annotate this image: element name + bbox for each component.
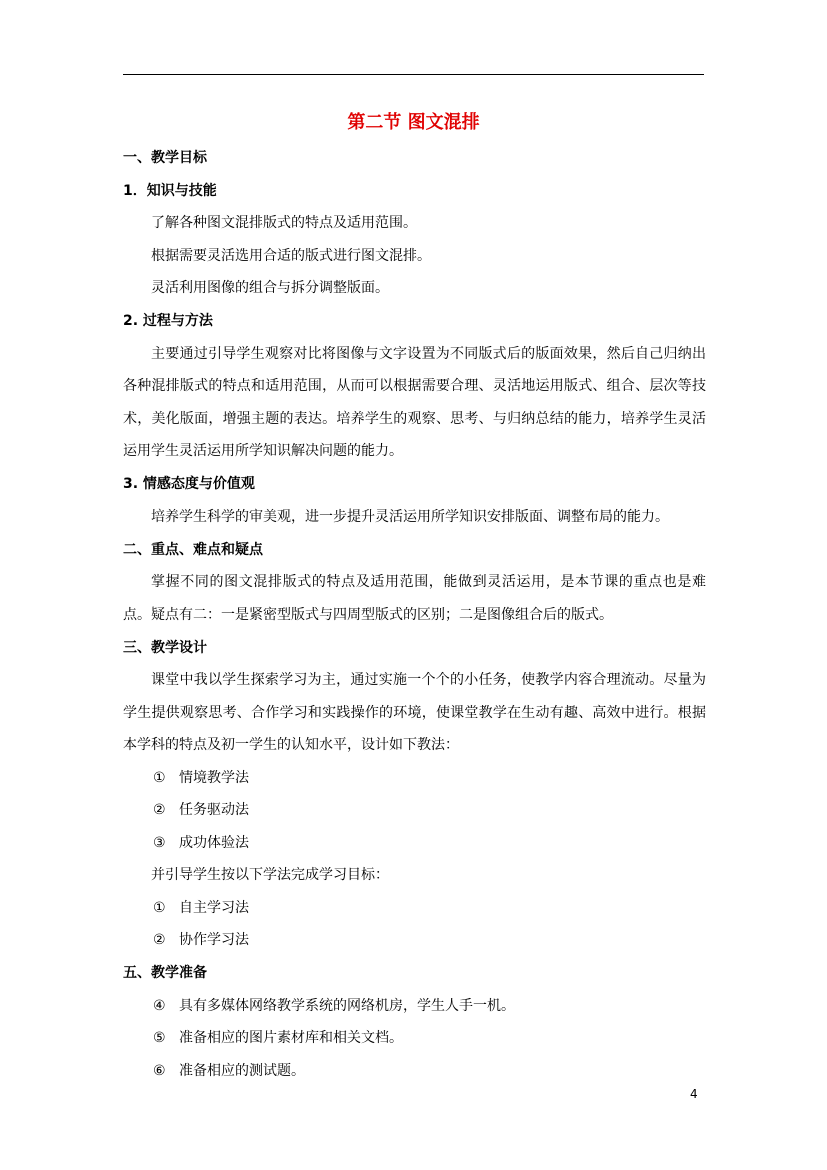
section-heading: 一、教学目标 xyxy=(123,149,207,166)
paragraph: 主要通过引导学生观察对比将图像与文字设置为不同版式后的版面效果，然后自己归纳出各种混排版式的特点和适用范围，从而可以根据需要合理、灵活地运用版式、组合、层次等技术，美化版面，增强主题的表达。培养学生的观察、思考、与归纳总结的能力，培养学生灵活运用学生灵活运用所学知识解决问题的能力。 xyxy=(123,345,706,459)
list-marker: ⑥ xyxy=(153,1062,166,1079)
list-item xyxy=(123,924,706,957)
list-item xyxy=(123,1055,706,1088)
paragraph: 培养学生科学的审美观，进一步提升灵活运用所学知识安排版面、调整布局的能力。 xyxy=(151,508,669,525)
paragraph: 课堂中我以学生探索学习为主，通过实施一个个的小任务，使教学内容合理流动。尽量为学生提供观察思考、合作学习和实践操作的环境，使课堂教学在生动有趣、高效中进行。根据本学科的特点及初一学生的认知水平，设计如下教法： xyxy=(123,672,706,753)
list-item xyxy=(123,892,706,925)
subsection-heading: 3. 情感态度与价值观 xyxy=(123,476,255,492)
list-marker: ④ xyxy=(153,997,166,1014)
page-number: 4 xyxy=(690,1087,698,1101)
section-heading: 三、教学设计 xyxy=(123,639,207,656)
list-marker: ② xyxy=(153,932,166,948)
list-item xyxy=(123,762,706,795)
paragraph: 根据需要灵活选用合适的版式进行图文混排。 xyxy=(151,247,431,264)
list-text: 准备相应的图片素材库和相关文档。 xyxy=(179,1030,403,1046)
paragraph: 了解各种图文混排版式的特点及适用范围。 xyxy=(151,215,417,231)
list-text: 成功体验法 xyxy=(179,834,249,851)
list-marker: ① xyxy=(153,899,166,916)
list-item xyxy=(123,990,706,1023)
subsection-heading: 1．知识与技能 xyxy=(123,182,217,199)
list-marker: ③ xyxy=(153,834,166,851)
page-title: 第二节 图文混排 xyxy=(347,112,480,133)
list-item xyxy=(123,1022,706,1055)
list-text: 准备相应的测试题。 xyxy=(179,1062,305,1079)
header-rule xyxy=(123,74,704,75)
paragraph: 灵活利用图像的组合与拆分调整版面。 xyxy=(151,280,389,296)
subsection-heading: 2. 过程与方法 xyxy=(123,313,213,329)
list-item xyxy=(123,827,706,860)
list-text: 协作学习法 xyxy=(179,932,249,948)
list-item xyxy=(123,794,706,827)
list-text: 任务驱动法 xyxy=(179,802,249,818)
document-body xyxy=(123,141,706,1087)
list-text: 自主学习法 xyxy=(179,899,249,916)
list-marker: ② xyxy=(153,802,166,818)
list-text: 情境教学法 xyxy=(179,769,249,786)
section-heading: 五、教学准备 xyxy=(123,965,207,981)
paragraph: 掌握不同的图文混排版式的特点及适用范围，能做到灵活运用，是本节课的重点也是难点。疑点有二：一是紧密型版式与四周型版式的区别；二是图像组合后的版式。 xyxy=(123,574,706,623)
section-heading: 二、重点、难点和疑点 xyxy=(123,541,263,558)
list-marker: ① xyxy=(153,769,166,786)
paragraph: 并引导学生按以下学法完成学习目标： xyxy=(151,867,389,883)
list-text: 具有多媒体网络教学系统的网络机房，学生人手一机。 xyxy=(179,997,515,1014)
list-marker: ⑤ xyxy=(153,1030,166,1046)
